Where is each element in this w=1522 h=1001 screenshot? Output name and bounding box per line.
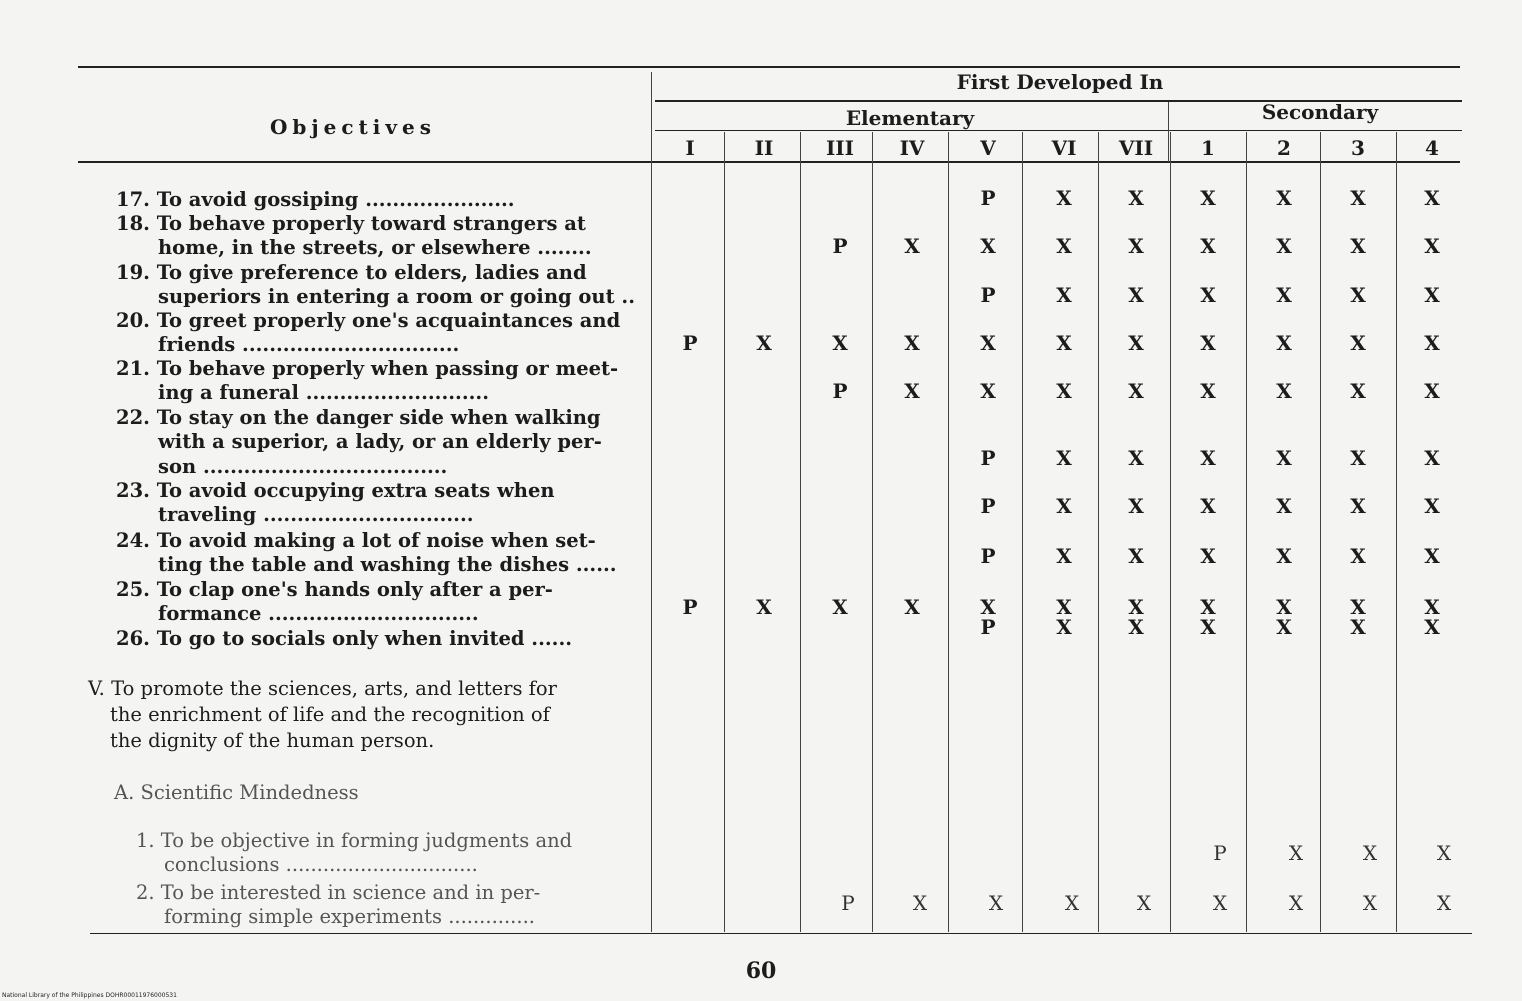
- section-heading-text: the enrichment of life and the recognition of: [110, 703, 550, 726]
- table-cell-mark: X: [980, 379, 996, 403]
- table-cell-mark: P: [832, 234, 848, 258]
- table-cell-mark: X: [1424, 595, 1440, 619]
- grade-header-VI: VI: [1051, 136, 1077, 160]
- table-cell-mark: X: [1128, 379, 1144, 403]
- objective-text: forming simple experiments ..............: [164, 905, 535, 929]
- table-cell-mark: X: [904, 379, 920, 403]
- objective-text: 19. To give preference to elders, ladies and: [116, 261, 587, 284]
- table-cell-mark: X: [1362, 841, 1378, 865]
- table-cell-mark: X: [1276, 446, 1292, 470]
- table-cell-mark: X: [1056, 595, 1072, 619]
- first-developed-in-heading: First Developed In: [956, 70, 1164, 94]
- grade-header-1: 1: [1201, 136, 1215, 160]
- table-cell-mark: X: [1424, 186, 1440, 210]
- objective-text: conclusions ...............................: [164, 853, 478, 877]
- objective-text: 2. To be interested in science and in per-: [136, 881, 541, 904]
- table-cell-mark: X: [1200, 595, 1216, 619]
- table-cell-mark: X: [1436, 841, 1452, 865]
- bottom-rule: [90, 933, 1472, 934]
- grade-header-2: 2: [1277, 136, 1291, 160]
- grade-header-3: 3: [1351, 136, 1365, 160]
- objective-text: ing a funeral ...........................: [158, 381, 489, 405]
- objective-text: ting the table and washing the dishes ......: [158, 553, 617, 577]
- table-cell-mark: X: [1350, 494, 1366, 518]
- table-cell-mark: X: [1200, 615, 1216, 639]
- elementary-secondary-divider: [1168, 102, 1169, 162]
- table-cell-mark: X: [1056, 544, 1072, 568]
- table-cell-mark: X: [1350, 615, 1366, 639]
- table-cell-mark: X: [1056, 615, 1072, 639]
- table-cell-mark: X: [1136, 891, 1152, 915]
- col-divider: [1098, 132, 1099, 932]
- col-divider: [1170, 132, 1171, 932]
- col-divider: [948, 132, 949, 932]
- table-cell-mark: P: [980, 494, 996, 518]
- table-cell-mark: X: [1436, 891, 1452, 915]
- table-cell-mark: X: [1350, 234, 1366, 258]
- table-cell-mark: X: [1128, 615, 1144, 639]
- table-cell-mark: X: [1128, 544, 1144, 568]
- table-cell-mark: X: [1200, 446, 1216, 470]
- col-divider: [1246, 132, 1247, 932]
- table-cell-mark: X: [1276, 234, 1292, 258]
- objective-text: 24. To avoid making a lot of noise when set-: [116, 529, 596, 552]
- table-cell-mark: P: [980, 186, 996, 210]
- table-cell-mark: X: [1056, 186, 1072, 210]
- table-cell-mark: X: [1128, 331, 1144, 355]
- header-rule-levels: [655, 130, 1462, 131]
- table-cell-mark: X: [1064, 891, 1080, 915]
- table-cell-mark: X: [1288, 841, 1304, 865]
- table-cell-mark: X: [832, 331, 848, 355]
- objective-text: formance ...............................: [158, 602, 479, 626]
- table-cell-mark: X: [1424, 615, 1440, 639]
- table-cell-mark: X: [1350, 446, 1366, 470]
- table-cell-mark: X: [1276, 494, 1292, 518]
- table-cell-mark: X: [980, 595, 996, 619]
- table-cell-mark: X: [1276, 186, 1292, 210]
- table-cell-mark: P: [682, 331, 698, 355]
- table-cell-mark: X: [1128, 283, 1144, 307]
- table-cell-mark: X: [1056, 234, 1072, 258]
- objective-text: son ....................................: [158, 454, 448, 478]
- grade-header-II: II: [754, 136, 774, 160]
- table-cell-mark: X: [1350, 186, 1366, 210]
- objectives-divider: [651, 72, 652, 932]
- objective-text: home, in the streets, or elsewhere ........: [158, 236, 592, 260]
- table-cell-mark: X: [1212, 891, 1228, 915]
- table-cell-mark: X: [1128, 595, 1144, 619]
- table-cell-mark: X: [1200, 544, 1216, 568]
- table-cell-mark: X: [1350, 283, 1366, 307]
- objective-text: 22. To stay on the danger side when walking: [116, 406, 601, 429]
- secondary-heading: Secondary: [1261, 100, 1379, 124]
- table-cell-mark: X: [1056, 446, 1072, 470]
- elementary-heading: Elementary: [845, 106, 975, 130]
- table-cell-mark: X: [1200, 234, 1216, 258]
- objective-text: with a superior, a lady, or an elderly per-: [158, 430, 602, 454]
- objective-text: 18. To behave properly toward strangers at: [116, 212, 586, 235]
- table-cell-mark: X: [1362, 891, 1378, 915]
- grade-header-4: 4: [1425, 136, 1439, 160]
- table-cell-mark: X: [1424, 379, 1440, 403]
- table-cell-mark: X: [1056, 283, 1072, 307]
- table-cell-mark: X: [1424, 283, 1440, 307]
- col-divider: [1320, 132, 1321, 932]
- table-cell-mark: P: [980, 615, 996, 639]
- table-cell-mark: X: [980, 331, 996, 355]
- table-cell-mark: X: [1200, 186, 1216, 210]
- grade-header-VII: VII: [1118, 136, 1154, 160]
- objective-text: traveling ...............................: [158, 503, 474, 527]
- section-heading-text: V. To promote the sciences, arts, and letters for: [88, 677, 557, 700]
- table-cell-mark: X: [1350, 595, 1366, 619]
- table-cell-mark: P: [980, 544, 996, 568]
- table-cell-mark: X: [1424, 446, 1440, 470]
- table-cell-mark: X: [1200, 494, 1216, 518]
- table-cell-mark: X: [1128, 446, 1144, 470]
- table-cell-mark: P: [1213, 841, 1227, 865]
- table-cell-mark: X: [988, 891, 1004, 915]
- table-cell-mark: X: [1056, 379, 1072, 403]
- table-cell-mark: P: [841, 891, 855, 915]
- objective-text: 20. To greet properly one's acquaintances and: [116, 309, 621, 332]
- table-cell-mark: X: [1276, 283, 1292, 307]
- table-cell-mark: X: [1424, 494, 1440, 518]
- table-cell-mark: X: [1056, 494, 1072, 518]
- header-bottom-rule: [78, 161, 1460, 163]
- objective-text: 21. To behave properly when passing or meet-: [116, 357, 619, 380]
- table-cell-mark: X: [904, 331, 920, 355]
- table-cell-mark: X: [1128, 186, 1144, 210]
- objectives-heading: Objectives: [270, 115, 436, 139]
- table-cell-mark: X: [1424, 331, 1440, 355]
- grade-header-IV: IV: [899, 136, 925, 160]
- table-cell-mark: X: [1350, 544, 1366, 568]
- col-divider: [1022, 132, 1023, 932]
- table-cell-mark: X: [1424, 234, 1440, 258]
- col-divider: [724, 132, 725, 932]
- objective-text: 23. To avoid occupying extra seats when: [116, 479, 555, 502]
- page-number: 60: [745, 958, 777, 984]
- subsection-heading: A. Scientific Mindedness: [114, 781, 359, 804]
- section-heading-text: the dignity of the human person.: [110, 729, 435, 752]
- table-cell-mark: X: [1424, 544, 1440, 568]
- table-cell-mark: X: [1276, 544, 1292, 568]
- objective-text: superiors in entering a room or going out ..: [158, 285, 635, 309]
- table-cell-mark: X: [1128, 234, 1144, 258]
- table-cell-mark: X: [1350, 331, 1366, 355]
- table-cell-mark: P: [980, 446, 996, 470]
- top-rule: [78, 66, 1460, 68]
- table-cell-mark: X: [1200, 283, 1216, 307]
- table-cell-mark: X: [1276, 595, 1292, 619]
- objective-text: 25. To clap one's hands only after a per-: [116, 578, 553, 601]
- objective-text: 17. To avoid gossiping ......................: [116, 188, 515, 211]
- table-cell-mark: X: [832, 595, 848, 619]
- table-cell-mark: P: [832, 379, 848, 403]
- grade-header-I: I: [685, 136, 695, 160]
- table-cell-mark: X: [1276, 379, 1292, 403]
- objective-text: friends ................................: [158, 333, 460, 357]
- table-cell-mark: P: [682, 595, 698, 619]
- objective-text: 1. To be objective in forming judgments and: [136, 829, 573, 852]
- table-cell-mark: X: [1276, 615, 1292, 639]
- col-divider: [800, 132, 801, 932]
- footer-credit: National Library of the Philippines DOHR00011976000531: [2, 992, 177, 999]
- objective-text: 26. To go to socials only when invited ......: [116, 627, 573, 650]
- table-cell-mark: X: [980, 234, 996, 258]
- table-cell-mark: P: [980, 283, 996, 307]
- table-cell-mark: X: [1200, 379, 1216, 403]
- col-divider: [872, 132, 873, 932]
- table-cell-mark: X: [904, 234, 920, 258]
- table-cell-mark: X: [1056, 331, 1072, 355]
- grade-header-III: III: [825, 136, 855, 160]
- table-cell-mark: X: [1350, 379, 1366, 403]
- table-cell-mark: X: [1276, 331, 1292, 355]
- table-cell-mark: X: [756, 595, 772, 619]
- table-cell-mark: X: [912, 891, 928, 915]
- col-divider: [1396, 132, 1397, 932]
- table-cell-mark: X: [1200, 331, 1216, 355]
- table-cell-mark: X: [1288, 891, 1304, 915]
- table-cell-mark: X: [756, 331, 772, 355]
- table-cell-mark: X: [1128, 494, 1144, 518]
- table-cell-mark: X: [904, 595, 920, 619]
- grade-header-V: V: [980, 136, 996, 160]
